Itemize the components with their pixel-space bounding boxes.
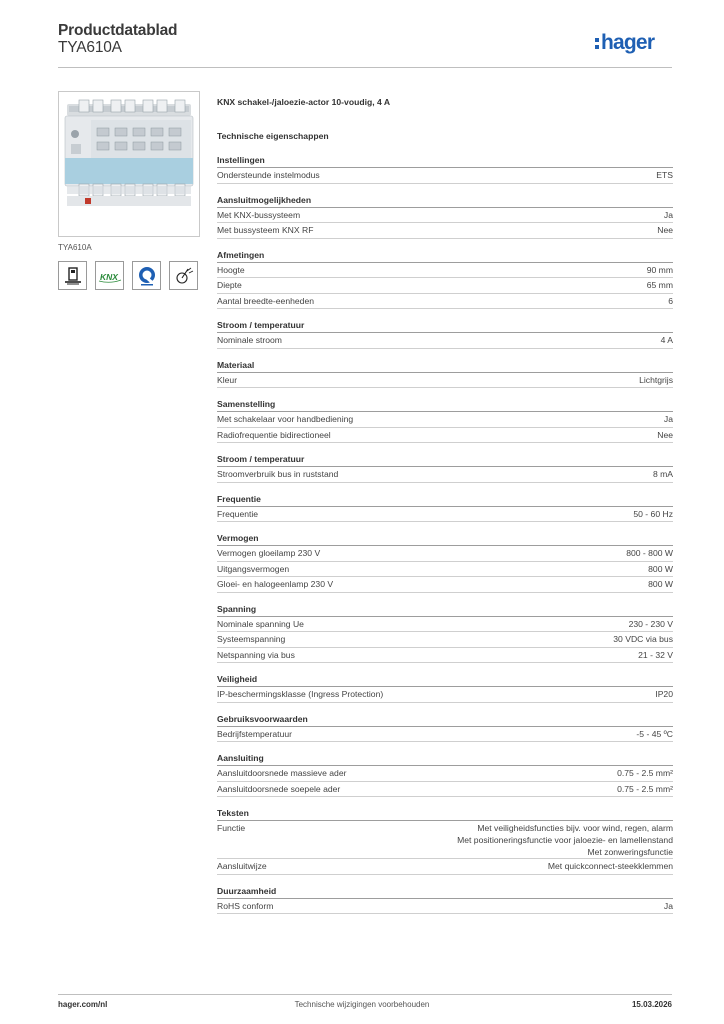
section-title: Spanning — [217, 603, 673, 617]
spec-row — [217, 562, 673, 578]
spec-label: RoHS conform — [217, 900, 274, 911]
section-title: Teksten — [217, 807, 673, 821]
spec-value-line: Met veiligheidsfuncties bijv. voor wind, regen, alarm — [477, 823, 673, 833]
spec-label: IP-beschermingsklasse (Ingress Protection) — [217, 689, 384, 699]
spec-value: Ja — [663, 209, 673, 220]
spec-value: Ja — [663, 414, 673, 424]
footer-website[interactable]: hager.com/nl — [58, 1000, 108, 1009]
spec-value: Nee — [657, 225, 673, 235]
specifications — [217, 96, 673, 914]
spec-label: Hoogte — [217, 264, 245, 275]
section-title: Stroom / temperatuur — [217, 453, 673, 467]
spec-section — [217, 673, 673, 703]
certification-icons — [58, 261, 198, 290]
spec-label: Stroomverbruik bus in ruststand — [217, 469, 339, 479]
spec-label: Nominale stroom — [217, 335, 282, 345]
section-title: Vermogen — [217, 532, 673, 546]
spec-label: Met schakelaar voor handbediening — [217, 414, 354, 424]
spec-row — [217, 263, 673, 279]
spec-value: IP20 — [655, 689, 673, 699]
spec-label: Aantal breedte-eenheden — [217, 295, 314, 306]
spec-row — [217, 766, 673, 782]
spec-value: Met quickconnect-steekklemmen — [547, 861, 673, 871]
spec-label: Ondersteunde instelmodus — [217, 170, 320, 180]
spec-label: Netspanning via bus — [217, 649, 295, 660]
spec-value — [457, 822, 673, 858]
spec-value: Ja — [663, 900, 673, 911]
spec-row — [217, 546, 673, 562]
spec-section — [217, 249, 673, 310]
spec-section — [217, 154, 673, 184]
spec-value: ETS — [656, 170, 673, 180]
spec-label: Gloei- en halogeenlamp 230 V — [217, 579, 334, 589]
spec-row — [217, 373, 673, 389]
spec-value: 230 - 230 V — [628, 618, 673, 629]
spec-value: 800 - 800 W — [626, 548, 673, 558]
spec-value: 800 W — [648, 563, 673, 574]
properties-title: Technische eigenschappen — [217, 131, 329, 141]
spec-value-line: Met zonweringsfunctie — [587, 847, 673, 857]
spec-value: 0.75 - 2.5 mm² — [617, 783, 673, 794]
spec-section — [217, 532, 673, 593]
spec-value: 0.75 - 2.5 mm² — [617, 768, 673, 778]
product-name: KNX schakel-/jaloezie-actor 10-voudig, 4 A — [217, 97, 391, 107]
document-title: Productdatablad — [58, 22, 178, 39]
spec-row — [217, 859, 673, 875]
section-title: Aansluiting — [217, 752, 673, 766]
spec-row — [217, 632, 673, 648]
section-title: Veiligheid — [217, 673, 673, 687]
spec-label: Nominale spanning Ue — [217, 618, 304, 629]
spec-label: Aansluitwijze — [217, 861, 267, 871]
spec-row — [217, 168, 673, 184]
spec-section — [217, 603, 673, 664]
section-title: Materiaal — [217, 359, 673, 373]
spec-section — [217, 194, 673, 239]
quality-icon — [132, 261, 161, 290]
manual-control-icon — [169, 261, 198, 290]
section-title: Gebruiksvoorwaarden — [217, 713, 673, 727]
spec-label: Diepte — [217, 280, 242, 290]
spec-value: 8 mA — [652, 469, 673, 479]
spec-row — [217, 899, 673, 915]
section-title: Afmetingen — [217, 249, 673, 263]
spec-value: Nee — [657, 429, 673, 440]
spec-row — [217, 278, 673, 294]
knx-icon — [95, 261, 124, 290]
spec-label: Bedrijfstemperatuur — [217, 728, 292, 739]
spec-label: Uitgangsvermogen — [217, 563, 290, 574]
spec-section — [217, 453, 673, 483]
spec-section — [217, 319, 673, 349]
section-title: Duurzaamheid — [217, 885, 673, 899]
knx-actuator-illustration — [63, 98, 195, 210]
product-image-caption: TYA610A — [58, 243, 92, 252]
spec-section — [217, 807, 673, 875]
spec-label: Frequentie — [217, 508, 259, 519]
spec-value: 50 - 60 Hz — [633, 508, 673, 519]
section-title: Stroom / temperatuur — [217, 319, 673, 333]
spec-row — [217, 428, 673, 444]
spec-value: 30 VDC via bus — [613, 634, 673, 644]
spec-value: 90 mm — [646, 264, 673, 275]
spec-row — [217, 223, 673, 239]
spec-label: Aansluitdoorsnede soepele ader — [217, 783, 341, 794]
spec-row — [217, 333, 673, 349]
spec-label: Radiofrequentie bidirectioneel — [217, 429, 331, 440]
spec-row — [217, 617, 673, 633]
spec-section — [217, 752, 673, 797]
spec-row — [217, 412, 673, 428]
spec-label: Vermogen gloeilamp 230 V — [217, 548, 321, 558]
spec-section — [217, 359, 673, 389]
spec-label: Functie — [217, 823, 246, 833]
svg-text:KNX: KNX — [99, 271, 118, 282]
footer-date: 15.03.2026 — [631, 1000, 672, 1009]
spec-value: Lichtgrijs — [639, 374, 673, 385]
spec-value: 65 mm — [646, 280, 673, 290]
spec-label: Kleur — [217, 374, 238, 385]
spec-row — [217, 687, 673, 703]
spec-value: 4 A — [660, 335, 673, 345]
spec-row — [217, 648, 673, 664]
spec-value: 6 — [668, 295, 673, 306]
logo-text: hager — [601, 31, 655, 54]
footer-disclaimer: Technische wijzigingen voorbehouden — [294, 1000, 430, 1009]
section-title: Aansluitmogelijkheden — [217, 194, 673, 208]
spec-section — [217, 398, 673, 443]
section-title: Samenstelling — [217, 398, 673, 412]
product-code: TYA610A — [58, 39, 122, 56]
spec-value: 800 W — [648, 579, 673, 589]
spec-section — [217, 493, 673, 523]
spec-row — [217, 467, 673, 483]
spec-label: Met KNX-bussysteem — [217, 209, 301, 220]
spec-row — [217, 821, 673, 859]
spec-row — [217, 507, 673, 523]
spec-row — [217, 782, 673, 798]
spec-section — [217, 885, 673, 915]
spec-value: -5 - 45 ºC — [636, 728, 673, 739]
din-rail-icon — [58, 261, 87, 290]
section-title: Instellingen — [217, 154, 673, 168]
spec-row — [217, 727, 673, 743]
spec-sections — [217, 154, 673, 914]
spec-label: Systeemspanning — [217, 634, 286, 644]
hager-logo[interactable] — [594, 27, 674, 57]
footer-divider — [58, 994, 672, 995]
spec-label: Aansluitdoorsnede massieve ader — [217, 768, 347, 778]
spec-value-line: Met positioneringsfunctie voor jaloezie- en lamellenstand — [457, 835, 673, 845]
header-divider — [58, 67, 672, 68]
section-title: Frequentie — [217, 493, 673, 507]
spec-label: Met bussysteem KNX RF — [217, 225, 314, 235]
spec-row — [217, 208, 673, 224]
spec-row — [217, 577, 673, 593]
spec-section — [217, 713, 673, 743]
product-image — [58, 91, 200, 237]
spec-row — [217, 294, 673, 310]
spec-value: 21 - 32 V — [638, 649, 673, 660]
